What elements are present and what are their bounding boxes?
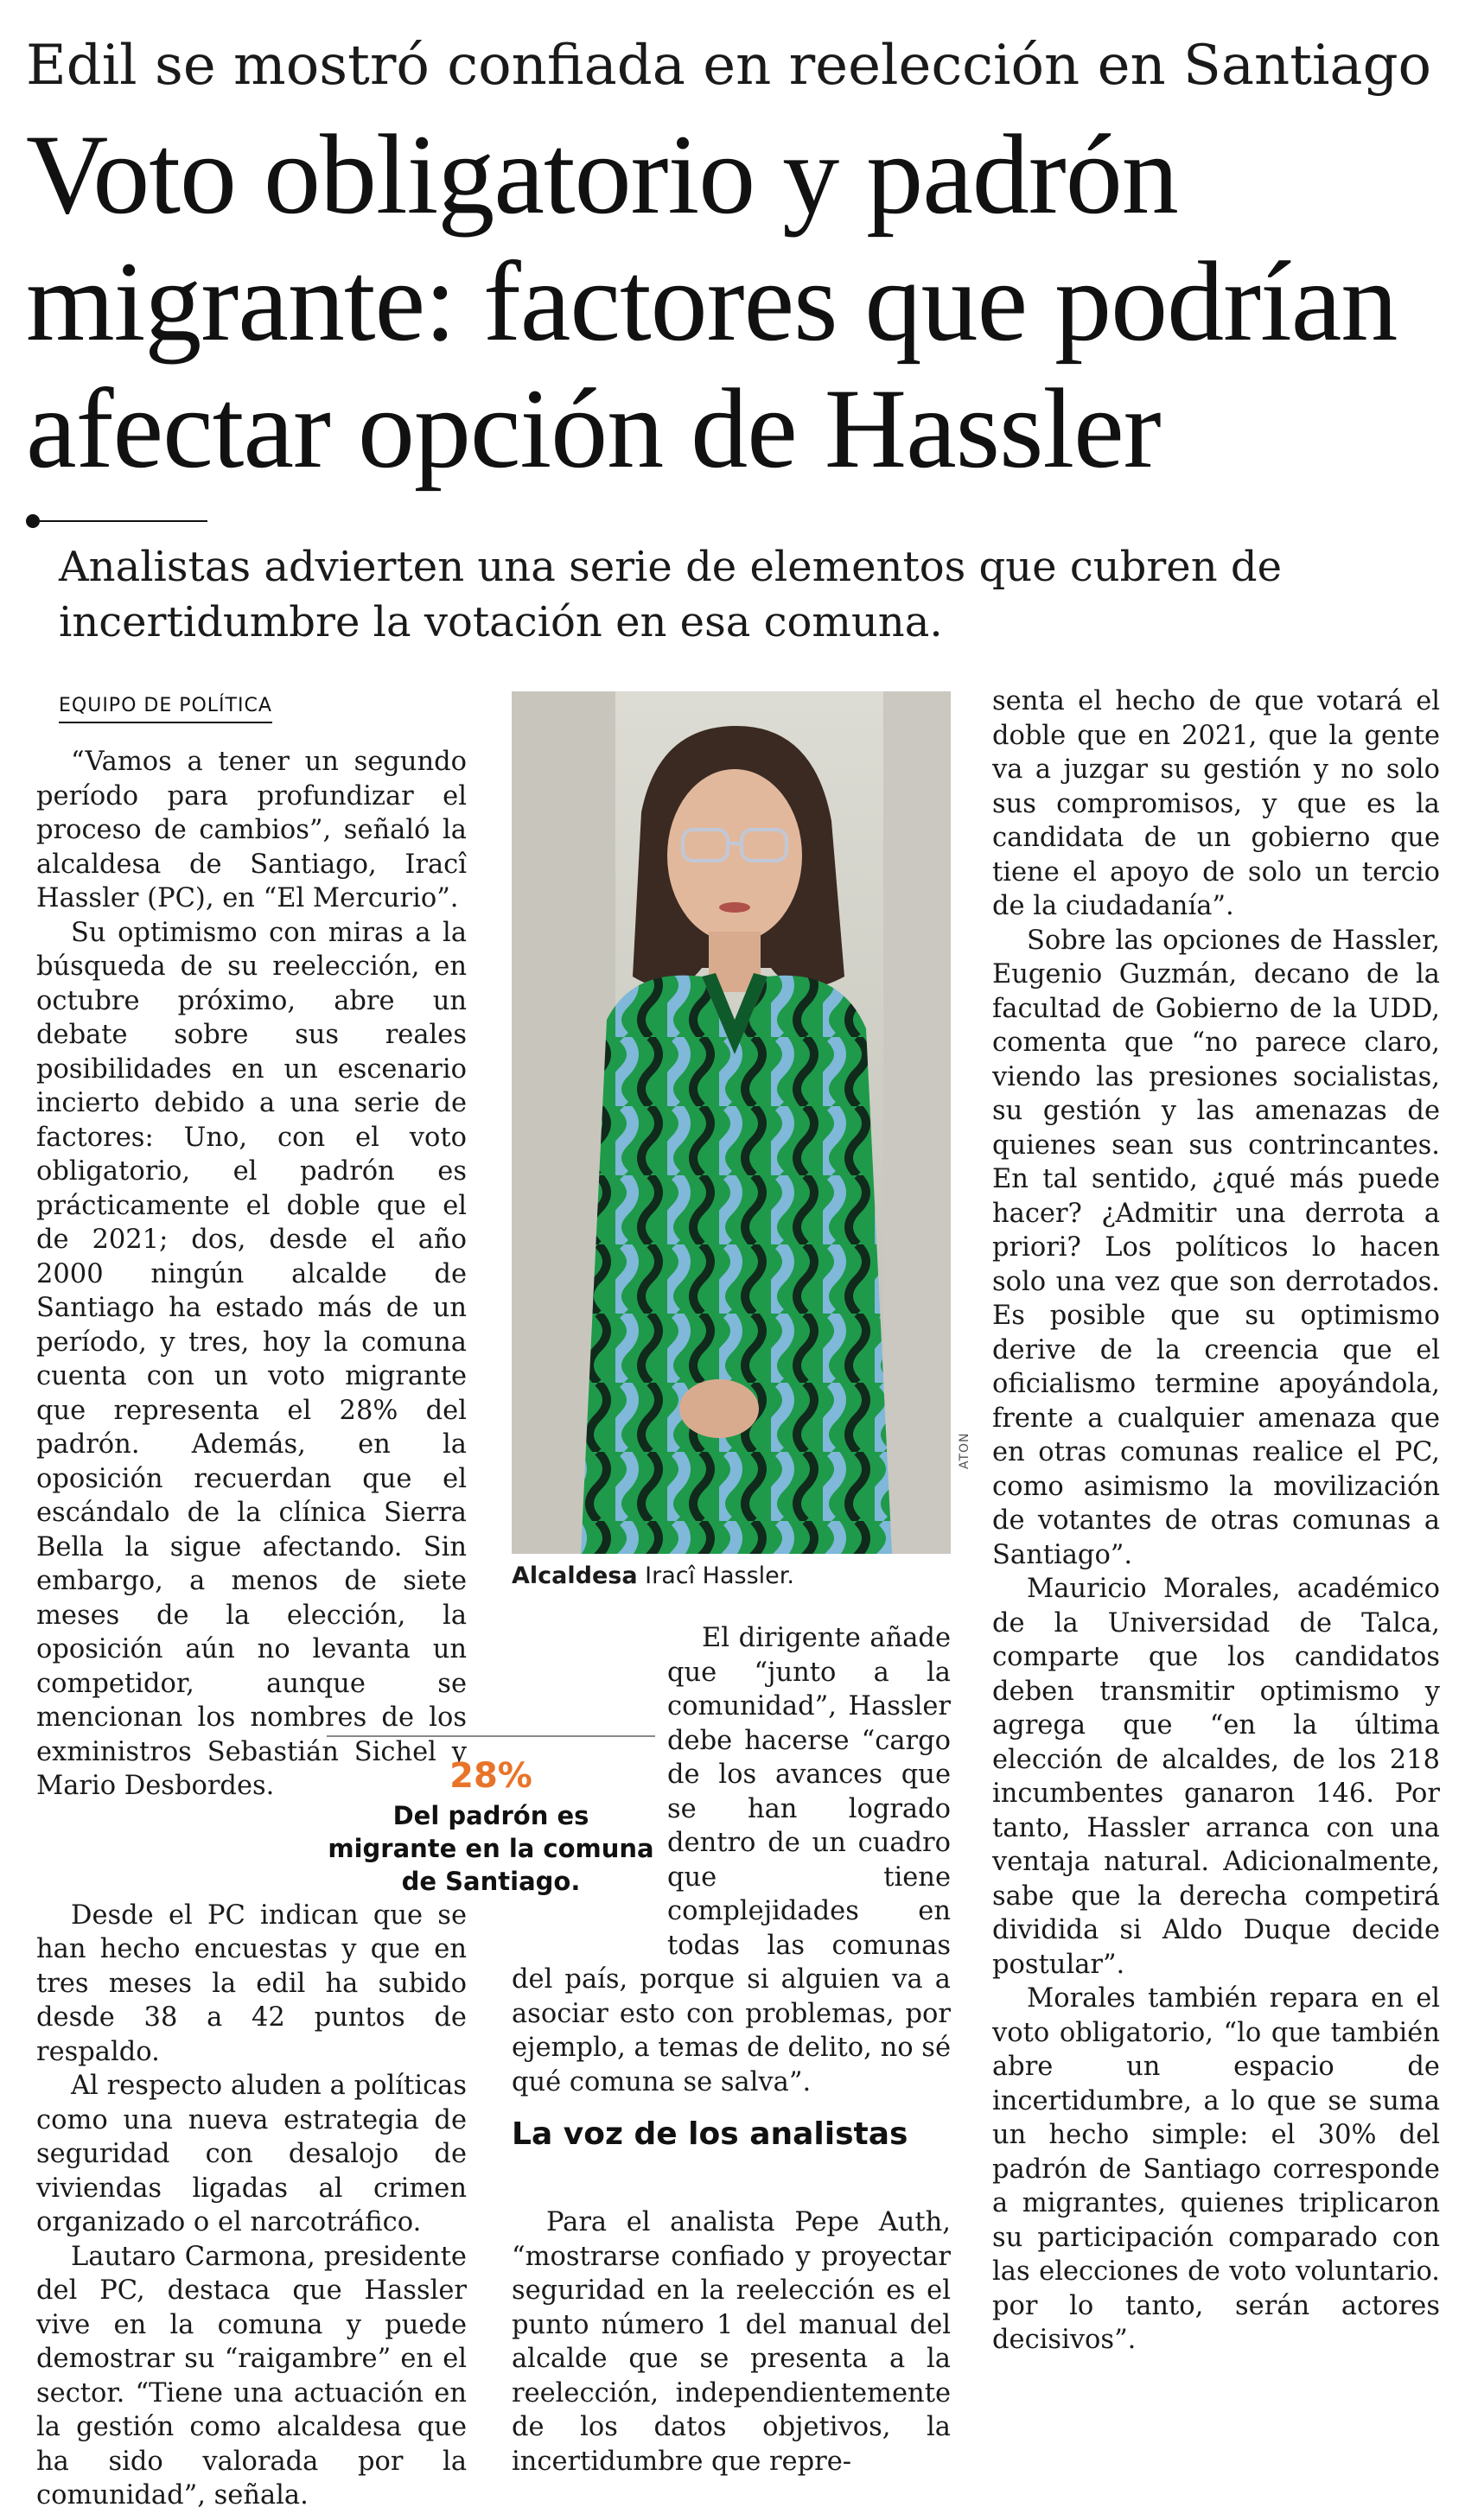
paragraph: El dirigente añade que “junto a la comunidad”, Hassler debe hacerse “cargo de los avances que se han logrado dentro de un cuadro que tiene complejidades en todas las comunas del país, porque si alguien va a asociar esto con problemas, por ejemplo, a temas de delito, no sé qué comuna se salva”. (512, 1623, 951, 2097)
caption-label: Alcaldesa (512, 1562, 638, 1589)
deck: Analistas advierten una serie de elementos que cubren de incertidumbre la votación en esa comuna. (59, 543, 1283, 646)
column-3 (992, 684, 1440, 2508)
paragraph: Morales también repara en el voto obligatorio, “lo que también abre un espacio de incertidumbre, a lo que se suma un hecho simple: el 30% del padrón de Santiago corresponde a migrantes, quienes triplicaron su participación comparado con las elecciones de voto voluntario. por lo tanto, serán actores decisivos”. (992, 1983, 1440, 2355)
paragraph: “Vamos a tener un segundo período para profundizar el proceso de cambios”, señaló la alcaldesa de Santiago, Iracî Hassler (PC), en “El Mercurio”. (36, 747, 467, 913)
paragraph: senta el hecho de que votará el doble que en 2021, que la gente va a juzgar su gestión y no solo sus compromisos, y que es la candidata de un gobierno que tiene el apoyo de solo un tercio de la ciudadanía”. (992, 686, 1440, 921)
paragraph: Al respecto aluden a políticas como una nueva estrategia de seguridad con desalojo de viviendas ligadas al crimen organizado o el narcotráfico. (36, 2071, 467, 2237)
pullquote-number: 28% (449, 1756, 532, 1796)
kicker: Edil se mostró confiada en reelección en Santiago (26, 34, 1432, 98)
portrait-photo (512, 691, 951, 1554)
paragraph: Sobre las opciones de Hassler, Eugenio Guzmán, decano de la facultad de Gobierno de la UDD, comenta que “no parece claro, viendo las presiones socialistas, su gestión y las amenazas de quienes sean sus contrincantes. En tal sentido, ¿qué más puede hacer? ¿Admitir una derrota a priori? Los políticos lo hacen solo una vez que son derrotados. Es posible que su optimismo derive de la creencia que el oficialismo termine apoyándola, frente a cualquier amenaza que en otras comunas realice el PC, como asimismo la movilización de votantes de otras comunas a Santiago”. (992, 925, 1440, 1570)
paragraph: Para el analista Pepe Auth, “mostrarse confiado y proyectar seguridad en la reelección es el punto número 1 del manual del alcalde que se presenta a la reelección, independientemente de los datos objetivos, la incertidumbre que repre- (512, 2207, 951, 2477)
pullquote (327, 1735, 655, 1898)
column-1 (36, 745, 467, 2510)
divider-line (35, 520, 207, 522)
subhead: La voz de los analistas (512, 2116, 908, 2152)
paragraph: Mauricio Morales, académico de la Universidad de Talca, comparte que los candidatos deben transmitir optimismo y agrega que “en la última elección de alcaldes, de los 218 incumbentes ganaron 146. Por tanto, Hassler arranca con una ventaja natural. Adicionalmente, sabe que la derecha competirá dividida si Aldo Duque decide postular”. (992, 1574, 1440, 1980)
byline: EQUIPO DE POLÍTICA (59, 695, 272, 723)
caption-text: Iracî Hassler. (637, 1562, 794, 1589)
headline: Voto obligatorio y padrón migrante: factores que podrían afectar opción de Hassler (26, 111, 1398, 492)
paragraph: Su optimismo con miras a la búsqueda de su reelección, en octubre próximo, abre un debate sobre sus reales posibilidades en un escenario incierto debido a una serie de factores: Uno, con el voto obligatorio, el padrón es prácticamente el doble que el de 2021; dos, desde el año 2000 ningún alcalde de Santiago ha estado más de un período, y tres, hoy la comuna cuenta con un voto migrante que representa el 28% del padrón. Además, en la oposición recuerdan que el escándalo de la clínica Sierra Bella la sigue afectando. Sin embargo, a menos de siete meses de la elección, la oposición aún no levanta un competidor, aunque se mencionan los nombres de los exministros Sebastián Sichel y Mario Desbordes. (36, 917, 467, 1801)
column-2-lower (512, 2205, 951, 2508)
divider-rule (26, 513, 209, 529)
paragraph: Lautaro Carmona, presidente del PC, destaca que Hassler vive en la comuna y puede demostrar su “raigambre” en el sector. “Tiene una actuación en la gestión como alcaldesa que ha sido valorada por la comunidad”, señala. (36, 2241, 467, 2510)
pullquote-text: Del padrón es migrante en la comuna de Santiago. (328, 1801, 654, 1896)
paragraph: Desde el PC indican que se han hecho encuestas y que en tres meses la edil ha subido desde 38 a 42 puntos de respaldo. (36, 1900, 467, 2067)
photo-credit: ATON (958, 1432, 971, 1469)
photo-caption (512, 1561, 951, 1592)
portrait-illustration (512, 691, 951, 1554)
